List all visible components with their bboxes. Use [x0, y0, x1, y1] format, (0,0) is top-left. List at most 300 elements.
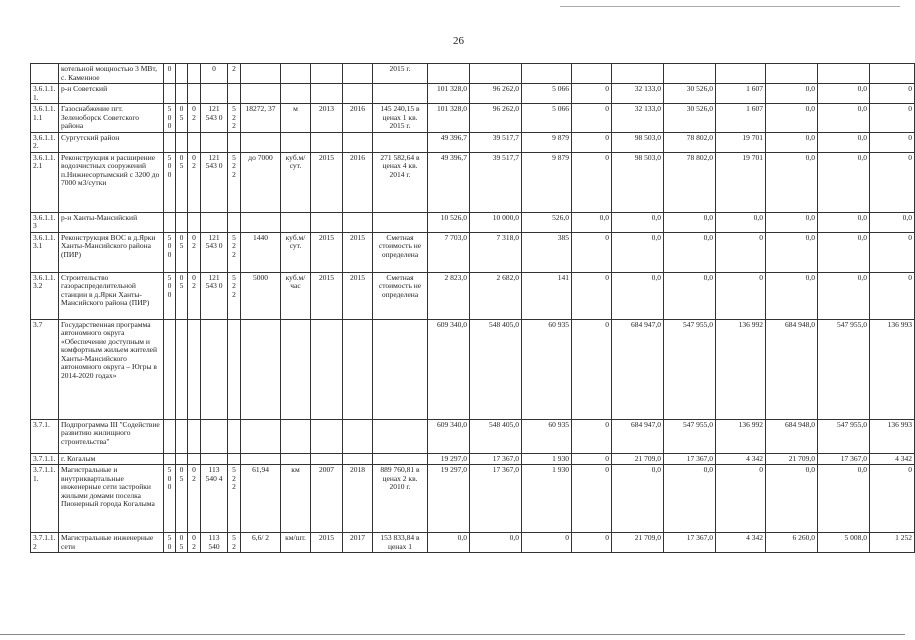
cell-c5 — [228, 84, 241, 104]
cell-unit — [281, 212, 311, 232]
cell-v10: 0 — [870, 104, 915, 133]
cell-v8 — [766, 64, 818, 84]
cell-y1 — [311, 132, 343, 152]
table-row — [31, 453, 915, 465]
cell-y1: 2015 — [311, 152, 343, 212]
cell-v8: 6 260,0 — [766, 533, 818, 553]
cell-v7: 4 342 — [716, 453, 766, 465]
cell-c5 — [228, 132, 241, 152]
cell-cost — [373, 453, 428, 465]
cell-name: котельной мощностью 3 МВт, с. Каменное — [59, 64, 164, 84]
cell-c3 — [188, 319, 201, 419]
cell-id: 3.6.1.1.3.1 — [31, 232, 59, 272]
cell-c5: 5 2 — [228, 533, 241, 553]
cell-c4: 121 543 0 — [201, 232, 228, 272]
cell-v7: 0 — [716, 272, 766, 319]
cell-c2 — [176, 453, 188, 465]
cell-name: Государственная программа автономного округа «Обеспечение доступным и комфортным жильем жителей Ханты-Мансийского автономного округа – Югры в 2014-2020 годах» — [59, 319, 164, 419]
cell-c2 — [176, 212, 188, 232]
cell-y1: 2015 — [311, 272, 343, 319]
cell-cap — [241, 64, 281, 84]
table-row — [31, 533, 915, 553]
cell-c1: 5 0 0 — [164, 465, 176, 533]
cell-v1: 101 328,0 — [428, 84, 470, 104]
cell-y2 — [343, 453, 373, 465]
cell-v9: 0,0 — [818, 84, 870, 104]
table-row — [31, 319, 915, 419]
cell-c3 — [188, 453, 201, 465]
cell-v8: 21 709,0 — [766, 453, 818, 465]
cell-c3 — [188, 64, 201, 84]
cell-v3: 526,0 — [522, 212, 572, 232]
cell-v3: 1 930 — [522, 465, 572, 533]
cell-cost — [373, 212, 428, 232]
cell-cap — [241, 132, 281, 152]
cell-c1: 5 0 0 — [164, 232, 176, 272]
table-row — [31, 84, 915, 104]
cell-c2 — [176, 64, 188, 84]
cell-c5 — [228, 453, 241, 465]
cell-c3 — [188, 419, 201, 453]
cell-v10: 0 — [870, 232, 915, 272]
cell-v2: 548 405,0 — [470, 419, 522, 453]
cell-v10: 136 993 — [870, 319, 915, 419]
cell-c1 — [164, 453, 176, 465]
cell-v3: 1 930 — [522, 453, 572, 465]
cell-v5: 98 503,0 — [612, 132, 664, 152]
cell-v5: 0,0 — [612, 212, 664, 232]
cell-v7: 1 607 — [716, 104, 766, 133]
cell-v10: 0 — [870, 132, 915, 152]
cell-y1 — [311, 212, 343, 232]
cell-c3: 0 2 — [188, 272, 201, 319]
cell-v6: 0,0 — [664, 212, 716, 232]
cell-y1: 2013 — [311, 104, 343, 133]
cell-v5: 0,0 — [612, 232, 664, 272]
table-row — [31, 212, 915, 232]
cell-cost: 889 760,81 в ценах 2 кв. 2010 г. — [373, 465, 428, 533]
cell-c5: 5 2 2 — [228, 232, 241, 272]
cell-v10: 4 342 — [870, 453, 915, 465]
cell-v4: 0 — [572, 419, 612, 453]
cell-v3: 9 879 — [522, 152, 572, 212]
cell-v6: 0,0 — [664, 232, 716, 272]
cell-v9: 0,0 — [818, 272, 870, 319]
cell-name: Реконструкция ВОС в д.Ярки Ханты-Мансийского района (ПИР) — [59, 232, 164, 272]
table-row — [31, 272, 915, 319]
cell-v6: 78 802,0 — [664, 152, 716, 212]
cell-c4: 0 — [201, 64, 228, 84]
cell-id: 3.6.1.1.2.1 — [31, 152, 59, 212]
cell-name: Магистральные и внутриквартальные инженерные сети застройки жилыми домами поселка Пионерный города Когалыма — [59, 465, 164, 533]
cell-v2: 10 000,0 — [470, 212, 522, 232]
cell-v2: 39 517,7 — [470, 152, 522, 212]
cell-v7: 1 607 — [716, 84, 766, 104]
cell-v2: 39 517,7 — [470, 132, 522, 152]
cell-c1: 5 0 0 — [164, 152, 176, 212]
cell-v1: 49 396,7 — [428, 132, 470, 152]
cell-v4: 0 — [572, 152, 612, 212]
cell-c4: 121 543 0 — [201, 272, 228, 319]
cell-c5: 5 2 2 — [228, 104, 241, 133]
cell-v10: 0 — [870, 465, 915, 533]
cell-v3: 385 — [522, 232, 572, 272]
cell-unit: куб.м/час — [281, 272, 311, 319]
cell-v2: 548 405,0 — [470, 319, 522, 419]
cell-v8: 0,0 — [766, 132, 818, 152]
cell-v8: 684 948,0 — [766, 319, 818, 419]
cell-cost — [373, 419, 428, 453]
cell-v4: 0 — [572, 232, 612, 272]
cell-v6: 17 367,0 — [664, 533, 716, 553]
cell-v3: 5 066 — [522, 104, 572, 133]
cell-c1 — [164, 212, 176, 232]
cell-cost — [373, 319, 428, 419]
cell-v7: 0,0 — [716, 212, 766, 232]
cell-c4: 113 540 — [201, 533, 228, 553]
cell-c1: 5 0 0 — [164, 104, 176, 133]
cell-unit: м — [281, 104, 311, 133]
cell-v10: 0 — [870, 84, 915, 104]
cell-v6: 0,0 — [664, 465, 716, 533]
table-row — [31, 64, 915, 84]
cell-c5: 5 2 2 — [228, 272, 241, 319]
cell-v2: 96 262,0 — [470, 84, 522, 104]
cell-v1: 10 526,0 — [428, 212, 470, 232]
cell-v6: 0,0 — [664, 272, 716, 319]
cell-v8: 0,0 — [766, 212, 818, 232]
cell-c3: 0 2 — [188, 232, 201, 272]
cell-id: 3.7 — [31, 319, 59, 419]
cell-cap: до 7000 — [241, 152, 281, 212]
cell-y2: 2018 — [343, 465, 373, 533]
cell-c4 — [201, 319, 228, 419]
cell-v9: 17 367,0 — [818, 453, 870, 465]
cell-name: Магистральные инженерные сети — [59, 533, 164, 553]
cell-y2 — [343, 132, 373, 152]
cell-v1: 101 328,0 — [428, 104, 470, 133]
cell-y2 — [343, 212, 373, 232]
cell-y2 — [343, 84, 373, 104]
cell-v2: 2 682,0 — [470, 272, 522, 319]
cell-v1: 609 340,0 — [428, 419, 470, 453]
cell-y2: 2016 — [343, 152, 373, 212]
cell-v1: 19 297,0 — [428, 453, 470, 465]
cell-v10 — [870, 64, 915, 84]
cell-v6: 78 802,0 — [664, 132, 716, 152]
cell-v2: 7 318,0 — [470, 232, 522, 272]
scan-bottom-line — [0, 634, 905, 635]
cell-v2: 0,0 — [470, 533, 522, 553]
cell-name: Реконструкция и расширение водозчистных сооружений п.Нижнесортымский с 3200 до 7000 м3/сутки — [59, 152, 164, 212]
cell-cap: 5000 — [241, 272, 281, 319]
cell-v5 — [612, 64, 664, 84]
cell-unit — [281, 319, 311, 419]
cell-id: 3.6.1.1.3.2 — [31, 272, 59, 319]
cell-c5 — [228, 212, 241, 232]
cell-v9: 0,0 — [818, 212, 870, 232]
cell-cost — [373, 132, 428, 152]
cell-v4: 0,0 — [572, 212, 612, 232]
cell-v6: 30 526,0 — [664, 84, 716, 104]
cell-v5: 0,0 — [612, 272, 664, 319]
cell-y2: 2015 — [343, 272, 373, 319]
cell-v9: 0,0 — [818, 132, 870, 152]
cell-v7: 4 342 — [716, 533, 766, 553]
cell-v4: 0 — [572, 104, 612, 133]
cell-y2 — [343, 64, 373, 84]
cell-cost: Сметная стоимость не определена — [373, 232, 428, 272]
table-row — [31, 152, 915, 212]
cell-unit: км — [281, 465, 311, 533]
cell-v8: 0,0 — [766, 104, 818, 133]
cell-v9: 0,0 — [818, 232, 870, 272]
table-row — [31, 104, 915, 133]
cell-v3: 0 — [522, 533, 572, 553]
cell-v1 — [428, 64, 470, 84]
cell-v7: 0 — [716, 465, 766, 533]
cell-v7: 19 701 — [716, 152, 766, 212]
cell-unit: куб.м/сут. — [281, 232, 311, 272]
cell-c1: 5 0 0 — [164, 272, 176, 319]
scan-artifact-line — [560, 6, 900, 7]
cell-unit — [281, 64, 311, 84]
cell-v1: 0,0 — [428, 533, 470, 553]
cell-name: Строительство газораспределительной станции в д.Ярки Ханты-Мансийского района (ПИР) — [59, 272, 164, 319]
cell-cost — [373, 84, 428, 104]
cell-id: 3.6.1.1.1. — [31, 84, 59, 104]
cell-c1: 5 0 — [164, 533, 176, 553]
cell-v2: 96 262,0 — [470, 104, 522, 133]
cell-c5 — [228, 319, 241, 419]
cell-v5: 21 709,0 — [612, 453, 664, 465]
cell-v4: 0 — [572, 84, 612, 104]
cell-c4 — [201, 212, 228, 232]
cell-y2: 2017 — [343, 533, 373, 553]
cell-y2 — [343, 319, 373, 419]
cell-cost: 153 833,84 в ценах 1 — [373, 533, 428, 553]
cell-v7: 19 701 — [716, 132, 766, 152]
cell-y1: 2015 — [311, 533, 343, 553]
cell-v5: 684 947,0 — [612, 319, 664, 419]
cell-v3: 141 — [522, 272, 572, 319]
cell-v3: 60 935 — [522, 419, 572, 453]
cell-v9: 5 008,0 — [818, 533, 870, 553]
cell-c3: 0 2 — [188, 533, 201, 553]
cell-c5: 2 — [228, 64, 241, 84]
cell-c1: 0 — [164, 64, 176, 84]
cell-cap — [241, 84, 281, 104]
cell-name: г. Когалым — [59, 453, 164, 465]
budget-table — [30, 63, 915, 553]
cell-v9: 547 955,0 — [818, 319, 870, 419]
cell-v1: 19 297,0 — [428, 465, 470, 533]
cell-cap: 1440 — [241, 232, 281, 272]
cell-v6: 17 367,0 — [664, 453, 716, 465]
cell-v5: 684 947,0 — [612, 419, 664, 453]
cell-v5: 0,0 — [612, 465, 664, 533]
cell-v9: 0,0 — [818, 465, 870, 533]
cell-c2 — [176, 84, 188, 104]
cell-v1: 7 703,0 — [428, 232, 470, 272]
cell-v8: 0,0 — [766, 152, 818, 212]
cell-unit: куб.м/сут. — [281, 152, 311, 212]
cell-cap — [241, 453, 281, 465]
cell-unit — [281, 419, 311, 453]
cell-c3 — [188, 84, 201, 104]
cell-cap — [241, 419, 281, 453]
cell-c1 — [164, 132, 176, 152]
cell-v3: 60 935 — [522, 319, 572, 419]
cell-y1: 2007 — [311, 465, 343, 533]
cell-c4 — [201, 419, 228, 453]
cell-id: 3.7.1.1.1. — [31, 465, 59, 533]
cell-c1 — [164, 319, 176, 419]
cell-v10: 0 — [870, 272, 915, 319]
cell-cap — [241, 319, 281, 419]
cell-v2: 17 367,0 — [470, 453, 522, 465]
cell-v9: 0,0 — [818, 152, 870, 212]
cell-y2 — [343, 419, 373, 453]
cell-v6 — [664, 64, 716, 84]
cell-v5: 21 709,0 — [612, 533, 664, 553]
cell-y2: 2015 — [343, 232, 373, 272]
cell-v2: 17 367,0 — [470, 465, 522, 533]
cell-v4: 0 — [572, 272, 612, 319]
cell-v10: 0,0 — [870, 212, 915, 232]
cell-c4: 121 543 0 — [201, 104, 228, 133]
cell-name: р-н Ханты-Мансийский — [59, 212, 164, 232]
cell-y1 — [311, 84, 343, 104]
cell-v6: 547 955,0 — [664, 319, 716, 419]
cell-v8: 684 948,0 — [766, 419, 818, 453]
cell-v9: 0,0 — [818, 104, 870, 133]
cell-v8: 0,0 — [766, 465, 818, 533]
cell-y1 — [311, 319, 343, 419]
cell-name: Сургутский район — [59, 132, 164, 152]
cell-name: Подпрограмма III "Содействие развитию жилищного строительства" — [59, 419, 164, 453]
cell-c2: 0 5 — [176, 465, 188, 533]
cell-v1: 2 823,0 — [428, 272, 470, 319]
cell-c4: 113 540 4 — [201, 465, 228, 533]
cell-id: 3.7.1. — [31, 419, 59, 453]
cell-name: р-н Советский — [59, 84, 164, 104]
cell-c2: 0 5 — [176, 232, 188, 272]
cell-v3 — [522, 64, 572, 84]
cell-v4: 0 — [572, 319, 612, 419]
cell-c1 — [164, 419, 176, 453]
cell-unit — [281, 132, 311, 152]
cell-cap: 18272, 37 — [241, 104, 281, 133]
cell-c4 — [201, 84, 228, 104]
cell-y1 — [311, 453, 343, 465]
cell-v4: 0 — [572, 132, 612, 152]
cell-unit — [281, 84, 311, 104]
cell-cost: 2015 г. — [373, 64, 428, 84]
cell-v4 — [572, 64, 612, 84]
cell-c2 — [176, 319, 188, 419]
cell-c2 — [176, 419, 188, 453]
cell-c4 — [201, 132, 228, 152]
cell-v4: 0 — [572, 453, 612, 465]
cell-v3: 9 879 — [522, 132, 572, 152]
cell-v10: 1 252 — [870, 533, 915, 553]
cell-id: 3.6.1.1.2. — [31, 132, 59, 152]
cell-c4: 121 543 0 — [201, 152, 228, 212]
cell-id: 3.6.1.1.1.1 — [31, 104, 59, 133]
cell-c3: 0 2 — [188, 465, 201, 533]
cell-c2: 0 5 — [176, 104, 188, 133]
cell-v7: 136 992 — [716, 419, 766, 453]
cell-c3: 0 2 — [188, 104, 201, 133]
cell-v5: 32 133,0 — [612, 84, 664, 104]
cell-c2: 0 5 — [176, 152, 188, 212]
cell-y2: 2016 — [343, 104, 373, 133]
cell-c1 — [164, 84, 176, 104]
cell-v10: 0 — [870, 152, 915, 212]
cell-v8: 0,0 — [766, 232, 818, 272]
cell-v7: 0 — [716, 232, 766, 272]
cell-y1 — [311, 419, 343, 453]
cell-v8: 0,0 — [766, 272, 818, 319]
cell-name: Газоснабжение пгт. Зеленоборск Советского района — [59, 104, 164, 133]
cell-c5 — [228, 419, 241, 453]
cell-v5: 98 503,0 — [612, 152, 664, 212]
cell-v7: 136 992 — [716, 319, 766, 419]
cell-c2 — [176, 132, 188, 152]
cell-c5: 5 2 2 — [228, 152, 241, 212]
cell-id: 3.7.1.1.2 — [31, 533, 59, 553]
cell-v8: 0,0 — [766, 84, 818, 104]
cell-c5: 5 2 2 — [228, 465, 241, 533]
cell-c2: 0 5 — [176, 533, 188, 553]
page-number: 26 — [453, 35, 464, 47]
cell-v6: 30 526,0 — [664, 104, 716, 133]
cell-id: 3.6.1.1.3 — [31, 212, 59, 232]
cell-unit: км/шт. — [281, 533, 311, 553]
table-row — [31, 232, 915, 272]
cell-c3 — [188, 212, 201, 232]
cell-cost: 271 582,64 в ценах 4 кв. 2014 г. — [373, 152, 428, 212]
cell-v5: 32 133,0 — [612, 104, 664, 133]
cell-y1: 2015 — [311, 232, 343, 272]
cell-v10: 136 993 — [870, 419, 915, 453]
cell-c3: 0 2 — [188, 152, 201, 212]
cell-v2 — [470, 64, 522, 84]
cell-cost: 145 240,15 в ценах 1 кв. 2015 г. — [373, 104, 428, 133]
cell-c4 — [201, 453, 228, 465]
cell-v6: 547 955,0 — [664, 419, 716, 453]
cell-id — [31, 64, 59, 84]
table-row — [31, 465, 915, 533]
cell-v4: 0 — [572, 533, 612, 553]
table-row — [31, 132, 915, 152]
cell-cap: 61,94 — [241, 465, 281, 533]
cell-c3 — [188, 132, 201, 152]
table-row — [31, 419, 915, 453]
cell-cap — [241, 212, 281, 232]
cell-unit — [281, 453, 311, 465]
cell-cost: Сметная стоимость не определена — [373, 272, 428, 319]
cell-v1: 49 396,7 — [428, 152, 470, 212]
cell-v7 — [716, 64, 766, 84]
cell-cap: 6,6/ 2 — [241, 533, 281, 553]
cell-v3: 5 066 — [522, 84, 572, 104]
cell-id: 3.7.1.1. — [31, 453, 59, 465]
cell-v1: 609 340,0 — [428, 319, 470, 419]
cell-y1 — [311, 64, 343, 84]
cell-v9: 547 955,0 — [818, 419, 870, 453]
